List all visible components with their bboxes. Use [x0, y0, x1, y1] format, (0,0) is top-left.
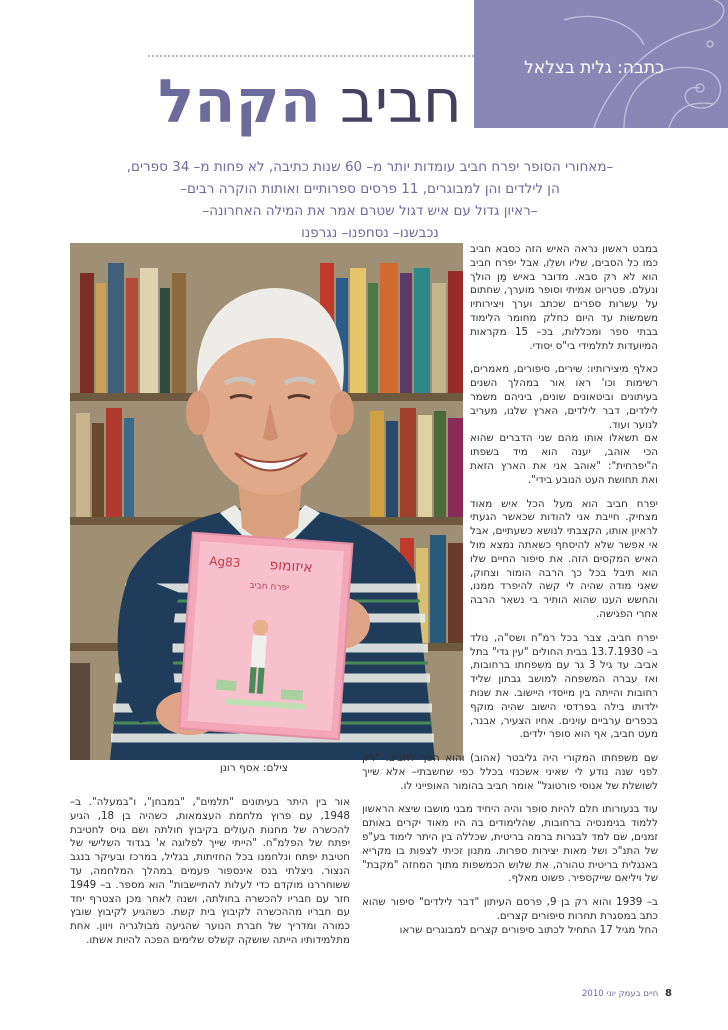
intro-line: הן לילדים והן למבוגרים, 11 פרסים ספרותיים ואותות הוקרה רבים–: [180, 181, 560, 197]
photo-caption: צילם: אסף רונן: [219, 762, 288, 774]
intro-lead: [40, 156, 700, 244]
article-column-right: [470, 243, 658, 742]
intro-line: נכבשנו– נסחפנו– נגרפנו: [301, 225, 439, 241]
author-photo: [70, 243, 463, 760]
page-number: 8: [665, 988, 672, 999]
article-paragraph: עוד בנעורותו חלם להיות סופר והיה היחיד מבני מושבו שיצא הראשון ללמוד בגימנסיה ברחובות, שהלימודים בה היו מאוד יקרים באותם זמנים, שם למד לבגרות ברמה בריטית, שכללה בין היתר לימוד בע"פ של התנ"כ ושל מאות יצירות ספרות. מתנון זכיתי לצפות בו מקריא באנגלית בריטית טהורה, את שלוש הכמשפות מתוך המחזה "מקבת" של ויליאם שייקספיר. פשוט מאלף.: [362, 803, 658, 885]
article-paragraph: שם משפחתו המקורי היה גליבטר (אהוב) והוא הפך לחביב. "רק לפני שנה נודע לי שאיני אשכנזי בכלל כפי שחשבתי– אלא שייך לשושלת של אנוסי פורטוגל" אומר חביב בהומור האופייני לו.: [362, 752, 658, 792]
article-paragraph: החל מגיל 17 התחיל לכתוב סיפורים קצרים למבוגרים שראו: [399, 923, 658, 936]
header-band: [474, 0, 728, 128]
title-word-1: חביב: [340, 67, 462, 137]
article-column-wide: [362, 752, 658, 948]
article-paragraph: אם תשאלו אותו מהם שני הדברים שהוא הכי אוהב, יענה הוא מיד בשפתו ה"יפרחית": "אוהב אני את הארץ הזאת ואת תחושת העט הנובע בידי".: [470, 432, 658, 486]
dotted-divider: [148, 55, 474, 57]
article-paragraph: כאלף מיצירותיו: שירים, סיפורים, מאמרים, רשימות וכו' ראו אור במהלך השנים בעיתונים וביטאונים שונים, ביניהם משמר לילדים, דבר לילדים, הארץ שלנו, מעריב לנוער ועוד.: [470, 363, 658, 431]
article-paragraph: אור בין היתר בעיתונים "תלמים", "במבחן", ו"במעלה". ב– 1948, עם פרוץ מלחמת העצמאות, כשהיה בן 18, הגיע להכשרה של מחנות העולים בקיבוץ חולתה ושם גויס לחטיבת יפתח של הפלמ"ח. "הייתי שייך לפלוגה א' בגדוד השלישי של חטיבת יפתח ונלחמנו בכל החזיתות, בגליל, במרכז ובעיקר בנגב הנצור. ניצלתי בנס אינספור פעמים במהלך המלחמה, עד ששוחררנו מוקדם כדי לעלות להתיישבות" הוא מספר. ב– 1949 חזר עם חבריו להכשרה בחולתה, ושנה לאחר מכן הצטרף יחד עם חבריו מההכשרה לקיבוץ בית קשת. כשהגיע לקיבוץ שובץ כמורה ומדריך של חברת הנוער שהגיעה מבולגריה ויוון. אחת מתלמידותיו הייתה שושקה קשלס שלימים הפכה להיות אשתו.: [70, 796, 350, 946]
article-column-left: [70, 796, 350, 948]
book-code: Ag83: [208, 553, 241, 571]
intro-line: –מאחורי הסופר יפרח חביב עומדות יותר מ– 60 שנות כתיבה, לא פחות מ– 34 ספרים,: [126, 159, 614, 175]
title-word-2: הקהל: [158, 67, 321, 137]
article-paragraph: יפרח חביב, צבר בכל רמ"ח ושס"ה, נולד ב– 13.7.1930 בבית החולים "עין גדי" בתל אביב. עד גיל 3 גר עם משפחתו ברחובות, ואז עברה המשפחה למושב גבתון שליד רחובות והייתה בין מייסדי היישוב. את שנות ילדותו בילה בפרדסי הישוב שהיה מוקף בכפרים ערביים עוינים. אחיו הצעיר, אבנר, מעט חביב, אף הוא סופר ילדים.: [470, 631, 659, 741]
article-paragraph: ב– 1939 והוא רק בן 9, פרסם העיתון "דבר לילדים" סיפור שהוא כתב במסגרת תחרות סיפורים קצרים.: [362, 896, 658, 922]
article-paragraph: במבט ראשון נראה האיש הזה כסבא חביב כמו כל הסבים, שליו ושלֵו, אבל יפרח חביב הוא לא רק סבא. מדובר באיש מַן הולך ונעלם. פטריוט אמיתי וסופר מוערך, שחתום על עשרות ספרים שכתב וערך ויצירותיו משמשות עד היום כחלק מחומר הלימוד בבתי ספר ומכללות, בכ– 15 מקראות המיועדות לתלמידי בי"ס יסודי.: [470, 243, 658, 352]
byline: כתבה: גלית בצלאל: [524, 58, 664, 78]
issue-label: חיים בעמק יוני 2010: [582, 989, 659, 999]
book-author: יפרח חביב: [249, 580, 290, 594]
article-paragraph: יפרח חביב הוא מעל הכל איש מאוד מצחיק. חייבת אני להודות שכאשר הגעתי לראיון אותו, הקצבתי לנושא כשעתיים, אבל אי אפשר שלא להיסחף כשאתה נמצא מול האיש המקסים הזה. את סיפור החיים שלו הוא תיבל בכל כך הרבה הומור וצחוק, שאני מודה שהיה לי קשה להיפרד ממנו, והחשש הענו שהוא הותיר בי נשאר הרבה אחרי הפגישה.: [470, 497, 658, 620]
intro-line: –ראיון גדול עם איש דגול שטרם אמר את המילה האחרונה–: [202, 203, 538, 219]
article-title: [92, 64, 462, 144]
held-book: [179, 533, 352, 740]
page-footer: [580, 988, 672, 999]
book-title: איזומופ: [268, 557, 314, 577]
